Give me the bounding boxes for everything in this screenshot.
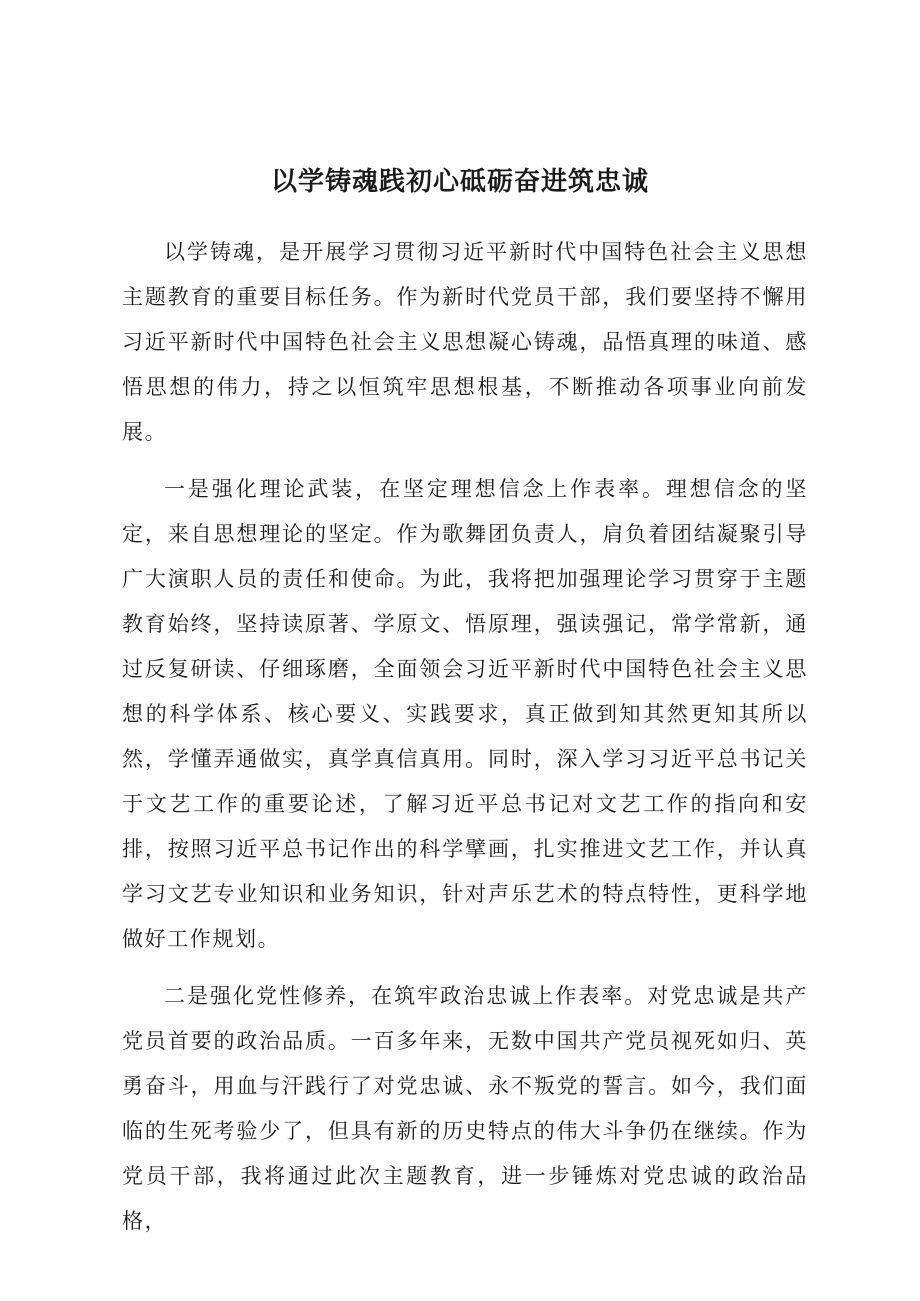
document-body	[122, 230, 808, 1256]
paragraph-party-spirit: 二是强化党性修养，在筑牢政治忠诚上作表率。对党忠诚是共产党员首要的政治品质。一百多年来，无数中国共产党员视死如归、英勇奋斗，用血与汗践行了对党忠诚、永不叛党的誓言。如今，我们面临的生死考验少了，但具有新的历史特点的伟大斗争仍在继续。作为党员干部，我将通过此次主题教育，进一步锤炼对党忠诚的政治品格，	[122, 984, 808, 1233]
paragraph-intro: 以学铸魂，是开展学习贯彻习近平新时代中国特色社会主义思想主题教育的重要目标任务。作为新时代党员干部，我们要坚持不懈用习近平新时代中国特色社会主义思想凝心铸魂，品悟真理的味道、感悟思想的伟力，持之以恒筑牢思想根基，不断推动各项事业向前发展。	[122, 240, 808, 444]
paragraph-theory-armament: 一是强化理论武装，在坚定理想信念上作表率。理想信念的坚定，来自思想理论的坚定。作为歌舞团负责人，肩负着团结凝聚引导广大演职人员的责任和使命。为此，我将把加强理论学习贯穿于主题教育始终，坚持读原著、学原文、悟原理，强读强记，常学常新，通过反复研读、仔细琢磨，全面领会习近平新时代中国特色社会主义思想的科学体系、核心要义、实践要求，真正做到知其然更知其所以然，学懂弄通做实，真学真信真用。同时，深入学习习近平总书记关于文艺工作的重要论述，了解习近平总书记对文艺工作的指向和安排，按照习近平总书记作出的科学擘画，扎实推进文艺工作，并认真学习文艺专业知识和业务知识，针对声乐艺术的特点特性，更科学地做好工作规划。	[122, 477, 808, 951]
document-title: 以学铸魂践初心砥砺奋进筑忠诚	[270, 167, 649, 197]
